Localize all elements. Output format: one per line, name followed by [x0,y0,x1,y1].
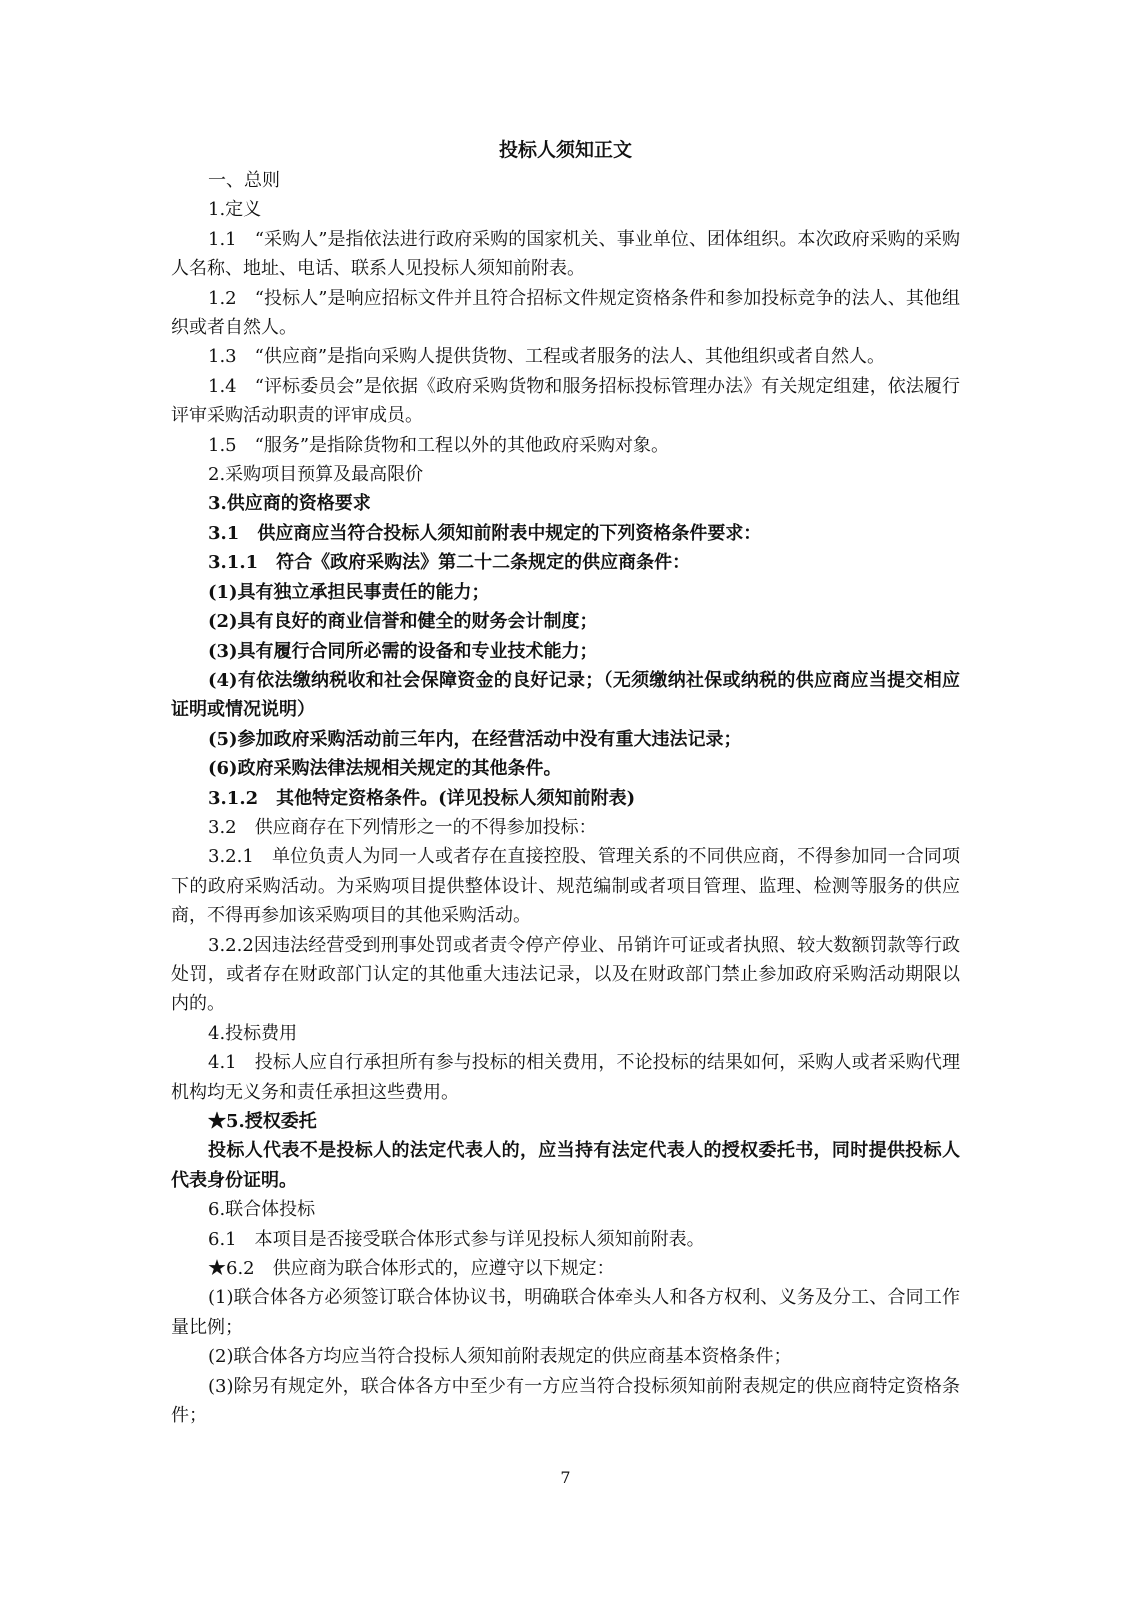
paragraph: 2.采购项目预算及最高限价 [208,464,424,486]
paragraph: 1.2 “投标人”是响应招标文件并且符合招标文件规定资格条件和参加投标竞争的法人、其他组织或者自然人。 [171,287,960,339]
paragraph: (5)参加政府采购活动前三年内，在经营活动中没有重大违法记录； [208,728,742,750]
paragraph: (2)具有良好的商业信誉和健全的财务会计制度； [208,611,598,633]
paragraph: 6.联合体投标 [208,1199,316,1221]
paragraph: 4.1 投标人应自行承担所有参与投标的相关费用，不论投标的结果如何，采购人或者采购代理机构均无义务和责任承担这些费用。 [171,1052,960,1103]
paragraph: 1.1 “采购人”是指依法进行政府采购的国家机关、事业单位、团体组织。本次政府采购的采购人名称、地址、电话、联系人见投标人须知前附表。 [171,228,960,280]
page-number: 7 [560,1468,571,1487]
paragraph: (6)政府采购法律法规相关规定的其他条件。 [208,758,562,780]
document-title: 投标人须知正文 [498,139,632,161]
paragraph: 3.1 供应商应当符合投标人须知前附表中规定的下列资格条件要求： [208,522,762,544]
paragraph: 3.2 供应商存在下列情形之一的不得参加投标： [208,816,597,838]
paragraph: 6.1 本项目是否接受联合体形式参与详见投标人须知前附表。 [208,1228,705,1250]
paragraph: 3.1.2 其他特定资格条件。(详见投标人须知前附表) [208,787,636,809]
paragraph: 4.投标费用 [208,1022,298,1044]
paragraph: (3)具有履行合同所必需的设备和专业技术能力； [208,640,598,662]
paragraph: 1.5 “服务”是指除货物和工程以外的其他政府采购对象。 [208,434,670,456]
paragraph: ★6.2 供应商为联合体形式的，应遵守以下规定： [208,1258,615,1280]
paragraph: (1)联合体各方必须签订联合体协议书，明确联合体牵头人和各方权利、义务及分工、合同工作量比例； [171,1287,960,1338]
paragraph: ★5.授权委托 [208,1111,317,1132]
paragraph: (2)联合体各方均应当符合投标人须知前附表规定的供应商基本资格条件； [208,1346,792,1368]
paragraph: (1)具有独立承担民事责任的能力； [208,581,490,603]
paragraph: (3)除另有规定外，联合体各方中至少有一方应当符合投标须知前附表规定的供应商特定资格条件； [171,1375,960,1427]
paragraph: 1.定义 [208,199,262,221]
paragraph: (4)有依法缴纳税收和社会保障资金的良好记录；（无须缴纳社保或纳税的供应商应当提交相应证明或情况说明） [171,669,960,721]
paragraph: 1.3 “供应商”是指向采购人提供货物、工程或者服务的法人、其他组织或者自然人。 [208,346,886,368]
paragraph: 投标人代表不是投标人的法定代表人的，应当持有法定代表人的授权委托书，同时提供投标人代表身份证明。 [171,1140,960,1191]
paragraph: 3.1.1 符合《政府采购法》第二十二条规定的供应商条件： [208,552,691,574]
paragraph: 1.4 “评标委员会”是依据《政府采购货物和服务招标投标管理办法》有关规定组建，依法履行评审采购活动职责的评审成员。 [171,375,960,427]
document-body [171,166,960,1430]
paragraph: 3.2.1 单位负责人为同一人或者存在直接控股、管理关系的不同供应商，不得参加同一合同项下的政府采购活动。为采购项目提供整体设计、规范编制或者项目管理、监理、检测等服务的供应商，不得再参加该采购项目的其他采购活动。 [171,846,960,927]
paragraph: 3.供应商的资格要求 [208,493,371,515]
paragraph: 一、总则 [208,170,280,191]
paragraph: 3.2.2因违法经营受到刑事处罚或者责令停产停业、吊销许可证或者执照、较大数额罚款等行政处罚，或者存在财政部门认定的其他重大违法记录，以及在财政部门禁止参加政府采购活动期限以内的。 [171,934,960,1015]
